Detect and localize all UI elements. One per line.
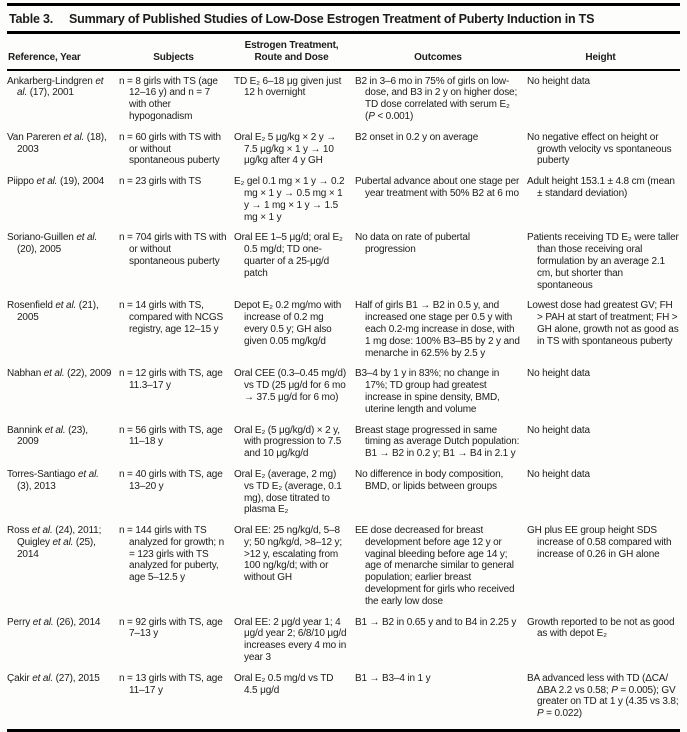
cell-treatment [234, 368, 355, 424]
cell-height [527, 425, 680, 469]
cell-reference [7, 617, 119, 673]
cell-reference [7, 232, 119, 300]
cell-text-outcomes: B1 → B3–4 in 1 y [355, 672, 431, 684]
cell-height [527, 132, 680, 176]
cell-treatment [234, 176, 355, 232]
cell-text-height: Lowest dose had greatest GV; FH > PAH at start of treatment; FH > GH alone, growth not as good as in TS with spontaneous puberty [527, 300, 679, 347]
cell-text-subjects: n = 23 girls with TS [119, 176, 202, 188]
cell-text-reference: Rosenfield et al. (21), 2005 [7, 300, 99, 324]
cell-subjects [119, 232, 234, 300]
header-row [7, 34, 680, 70]
cell-text-subjects: n = 56 girls with TS, age 11–18 y [119, 424, 223, 448]
cell-subjects [119, 176, 234, 232]
cell-text-reference: Piippo et al. (19), 2004 [7, 176, 105, 188]
studies-table [7, 34, 680, 729]
cell-text-outcomes: Pubertal advance about one stage per year treatment with 50% B2 at 6 mo [355, 176, 520, 199]
cell-subjects [119, 368, 234, 424]
cell-outcomes [355, 132, 527, 176]
column-header-outcomes: Outcomes [355, 34, 527, 70]
cell-subjects [119, 617, 234, 673]
cell-outcomes [355, 176, 527, 232]
cell-text-subjects: n = 14 girls with TS, compared with NCGS registry, age 12–15 y [119, 300, 223, 335]
cell-text-treatment: Oral EE: 25 ng/kg/d, 5–8 y; 50 ng/kg/d, >8–12 y; >12 y, escalating from 100 ng/kg/d; with or without GH [234, 525, 343, 584]
table-row [7, 132, 680, 176]
cell-text-height: No height data [527, 75, 590, 87]
cell-reference [7, 70, 119, 132]
table-row [7, 70, 680, 132]
cell-text-treatment: Oral CEE (0.3–0.45 mg/d) vs TD (25 μg/d for 6 mo → 37.5 μg/d for 6 mo) [234, 368, 347, 403]
cell-height [527, 176, 680, 232]
cell-subjects [119, 132, 234, 176]
cell-text-outcomes: B2 onset in 0.2 y on average [355, 131, 479, 143]
cell-subjects [119, 70, 234, 132]
cell-text-treatment: Oral E₂ (5 μg/kg/d) × 2 y, with progression to 7.5 and 10 μg/kg/d [234, 424, 342, 460]
cell-reference [7, 132, 119, 176]
cell-text-treatment: TD E₂ 6–18 μg given just 12 h overnight [234, 75, 342, 99]
cell-text-treatment: Oral E₂ (average, 2 mg) vs TD E₂ (average, 0.1 mg), dose titrated to plasma E₂ [234, 468, 342, 516]
table-row [7, 673, 680, 729]
cell-text-height: Growth reported to be not as good as with depot E₂ [527, 616, 675, 640]
cell-reference [7, 300, 119, 368]
cell-text-height: BA advanced less with TD (ΔCA/ΔBA 2.2 vs 0.58; P = 0.005); GV greater on TD at 1 y (4.35 vs 3.8; P = 0.022) [527, 672, 679, 720]
cell-text-subjects: n = 144 girls with TS analyzed for growth; n = 123 girls with TS analyzed for puberty, age 5–12.5 y [119, 525, 225, 584]
cell-text-outcomes: B2 in 3–6 mo in 75% of girls on low-dose, and B3 in 2 y on higher dose; TD dose correlated with serum E₂ (P < 0.001) [355, 75, 518, 122]
cell-text-outcomes: Breast stage progressed in same timing as average Dutch population: B1 → B2 in 0.2 y; B1 → B4 in 2.1 y [355, 424, 520, 460]
cell-reference [7, 525, 119, 617]
cell-text-outcomes: B3–4 by 1 y in 83%; no change in 17%; TD group had greatest increase in spine density, BMD, uterine length and volume [355, 368, 500, 415]
table-title [7, 6, 680, 31]
table-row [7, 617, 680, 673]
column-header-reference: Reference, Year [7, 34, 119, 70]
cell-text-outcomes: No difference in body composition, BMD, or lipids between groups [355, 468, 504, 492]
cell-text-subjects: n = 92 girls with TS, age 7–13 y [119, 616, 223, 640]
cell-text-reference: Perry et al. (26), 2014 [7, 616, 101, 628]
cell-text-subjects: n = 40 girls with TS, age 13–20 y [119, 468, 223, 492]
cell-treatment [234, 232, 355, 300]
cell-reference [7, 176, 119, 232]
cell-treatment [234, 70, 355, 132]
cell-outcomes [355, 70, 527, 132]
table-row [7, 300, 680, 368]
cell-text-height: Patients receiving TD E₂ were taller than those receiving oral formulation by an average 2.1 cm, but shorter than spontaneous [527, 232, 679, 291]
cell-text-outcomes: Half of girls B1 → B2 in 0.5 y, and increased one stage per 0.5 y with each 0.2-mg increase in dose, with 1 mg dose: 100% B3–B5 by 2 y and menarche in 62.5% by 2.5 y [355, 300, 520, 359]
table-row [7, 469, 680, 525]
cell-subjects [119, 300, 234, 368]
cell-text-height: No height data [527, 424, 590, 436]
cell-reference [7, 469, 119, 525]
table-row [7, 525, 680, 617]
cell-text-height: No height data [527, 468, 590, 480]
cell-outcomes [355, 469, 527, 525]
cell-text-reference: Bannink et al. (23), 2009 [7, 424, 88, 448]
cell-height [527, 368, 680, 424]
cell-text-outcomes: No data on rate of pubertal progression [355, 232, 470, 256]
cell-text-treatment: Oral E₂ 0.5 mg/d vs TD 4.5 μg/d [234, 672, 334, 696]
cell-text-outcomes: B1 → B2 in 0.65 y and to B4 in 2.25 y [355, 616, 517, 628]
table-row [7, 368, 680, 424]
cell-text-subjects: n = 704 girls with TS with or without spontaneous puberty [119, 232, 227, 267]
cell-text-height: GH plus EE group height SDS increase of 0.58 compared with increase of 0.26 in GH alone [527, 525, 672, 560]
cell-reference [7, 368, 119, 424]
cell-outcomes [355, 368, 527, 424]
cell-text-subjects: n = 8 girls with TS (age 12–16 y) and n = 7 with other hypogonadism [119, 75, 218, 122]
cell-text-outcomes: EE dose decreased for breast development before age 12 y or vaginal bleeding before age 14 y; age of menarche similar to general population; earlier breast development for girls who received the early low dose [355, 525, 515, 607]
cell-subjects [119, 425, 234, 469]
cell-treatment [234, 425, 355, 469]
cell-outcomes [355, 300, 527, 368]
column-header-subjects: Subjects [119, 34, 234, 70]
cell-treatment [234, 525, 355, 617]
cell-height [527, 70, 680, 132]
cell-text-reference: Ankarberg-Lindgren et al. (17), 2001 [7, 75, 104, 99]
cell-outcomes [355, 425, 527, 469]
cell-text-reference: Nabhan et al. (22), 2009 [7, 368, 112, 380]
table-title-text: Summary of Published Studies of Low-Dose Estrogen Treatment of Puberty Induction in TS [69, 12, 595, 26]
table-row [7, 176, 680, 232]
cell-subjects [119, 673, 234, 729]
cell-reference [7, 673, 119, 729]
table-body [7, 70, 680, 729]
cell-treatment [234, 469, 355, 525]
cell-treatment [234, 617, 355, 673]
cell-text-treatment: Oral E₂ 5 μg/kg × 2 y → 7.5 μg/kg × 1 y → 10 μg/kg after 4 y GH [234, 131, 337, 167]
table-row [7, 232, 680, 300]
cell-text-height: No negative effect on height or growth velocity vs spontaneous puberty [527, 131, 672, 167]
cell-text-reference: Ross et al. (24), 2011; Quigley et al. (25), 2014 [7, 525, 102, 560]
cell-outcomes [355, 673, 527, 729]
cell-height [527, 617, 680, 673]
cell-outcomes [355, 232, 527, 300]
cell-treatment [234, 132, 355, 176]
cell-height [527, 232, 680, 300]
table-number-label: Table 3. [9, 12, 54, 26]
column-header-treatment: Estrogen Treatment, Route and Dose [234, 34, 355, 70]
cell-text-subjects: n = 13 girls with TS, age 11–17 y [119, 672, 223, 696]
cell-height [527, 525, 680, 617]
cell-treatment [234, 300, 355, 368]
cell-outcomes [355, 617, 527, 673]
cell-subjects [119, 469, 234, 525]
cell-treatment [234, 673, 355, 729]
cell-text-treatment: E₂ gel 0.1 mg × 1 y → 0.2 mg × 1 y → 0.5 mg × 1 y → 1 mg × 1 y → 1.5 mg × 1 y [234, 176, 345, 223]
cell-text-height: Adult height 153.1 ± 4.8 cm (mean ± standard deviation) [527, 176, 675, 199]
cell-text-subjects: n = 12 girls with TS, age 11.3–17 y [119, 368, 223, 392]
cell-text-reference: Van Pareren et al. (18), 2003 [7, 131, 107, 155]
cell-height [527, 300, 680, 368]
cell-height [527, 469, 680, 525]
cell-height [527, 673, 680, 729]
cell-reference [7, 425, 119, 469]
column-header-height: Height [527, 34, 680, 70]
cell-text-reference: Soriano-Guillen et al. (20), 2005 [7, 232, 98, 256]
cell-text-treatment: Depot E₂ 0.2 mg/mo with increase of 0.2 mg every 0.5 y; GH also given 0.05 mg/kg/d [234, 300, 342, 347]
cell-text-treatment: Oral EE: 2 μg/d year 1; 4 μg/d year 2; 6/8/10 μg/d increases every 4 mo in year 3 [234, 616, 347, 664]
cell-outcomes [355, 525, 527, 617]
cell-text-reference: Çakir et al. (27), 2015 [7, 672, 100, 684]
cell-text-treatment: Oral EE 1–5 μg/d; oral E₂ 0.5 mg/d; TD one-quarter of a 25-μg/d patch [234, 232, 343, 279]
cell-text-subjects: n = 60 girls with TS with or without spontaneous puberty [119, 131, 221, 167]
table-header [7, 34, 680, 70]
cell-text-reference: Torres-Santiago et al. (3), 2013 [7, 468, 99, 492]
cell-text-height: No height data [527, 368, 590, 380]
table-row [7, 425, 680, 469]
cell-subjects [119, 525, 234, 617]
